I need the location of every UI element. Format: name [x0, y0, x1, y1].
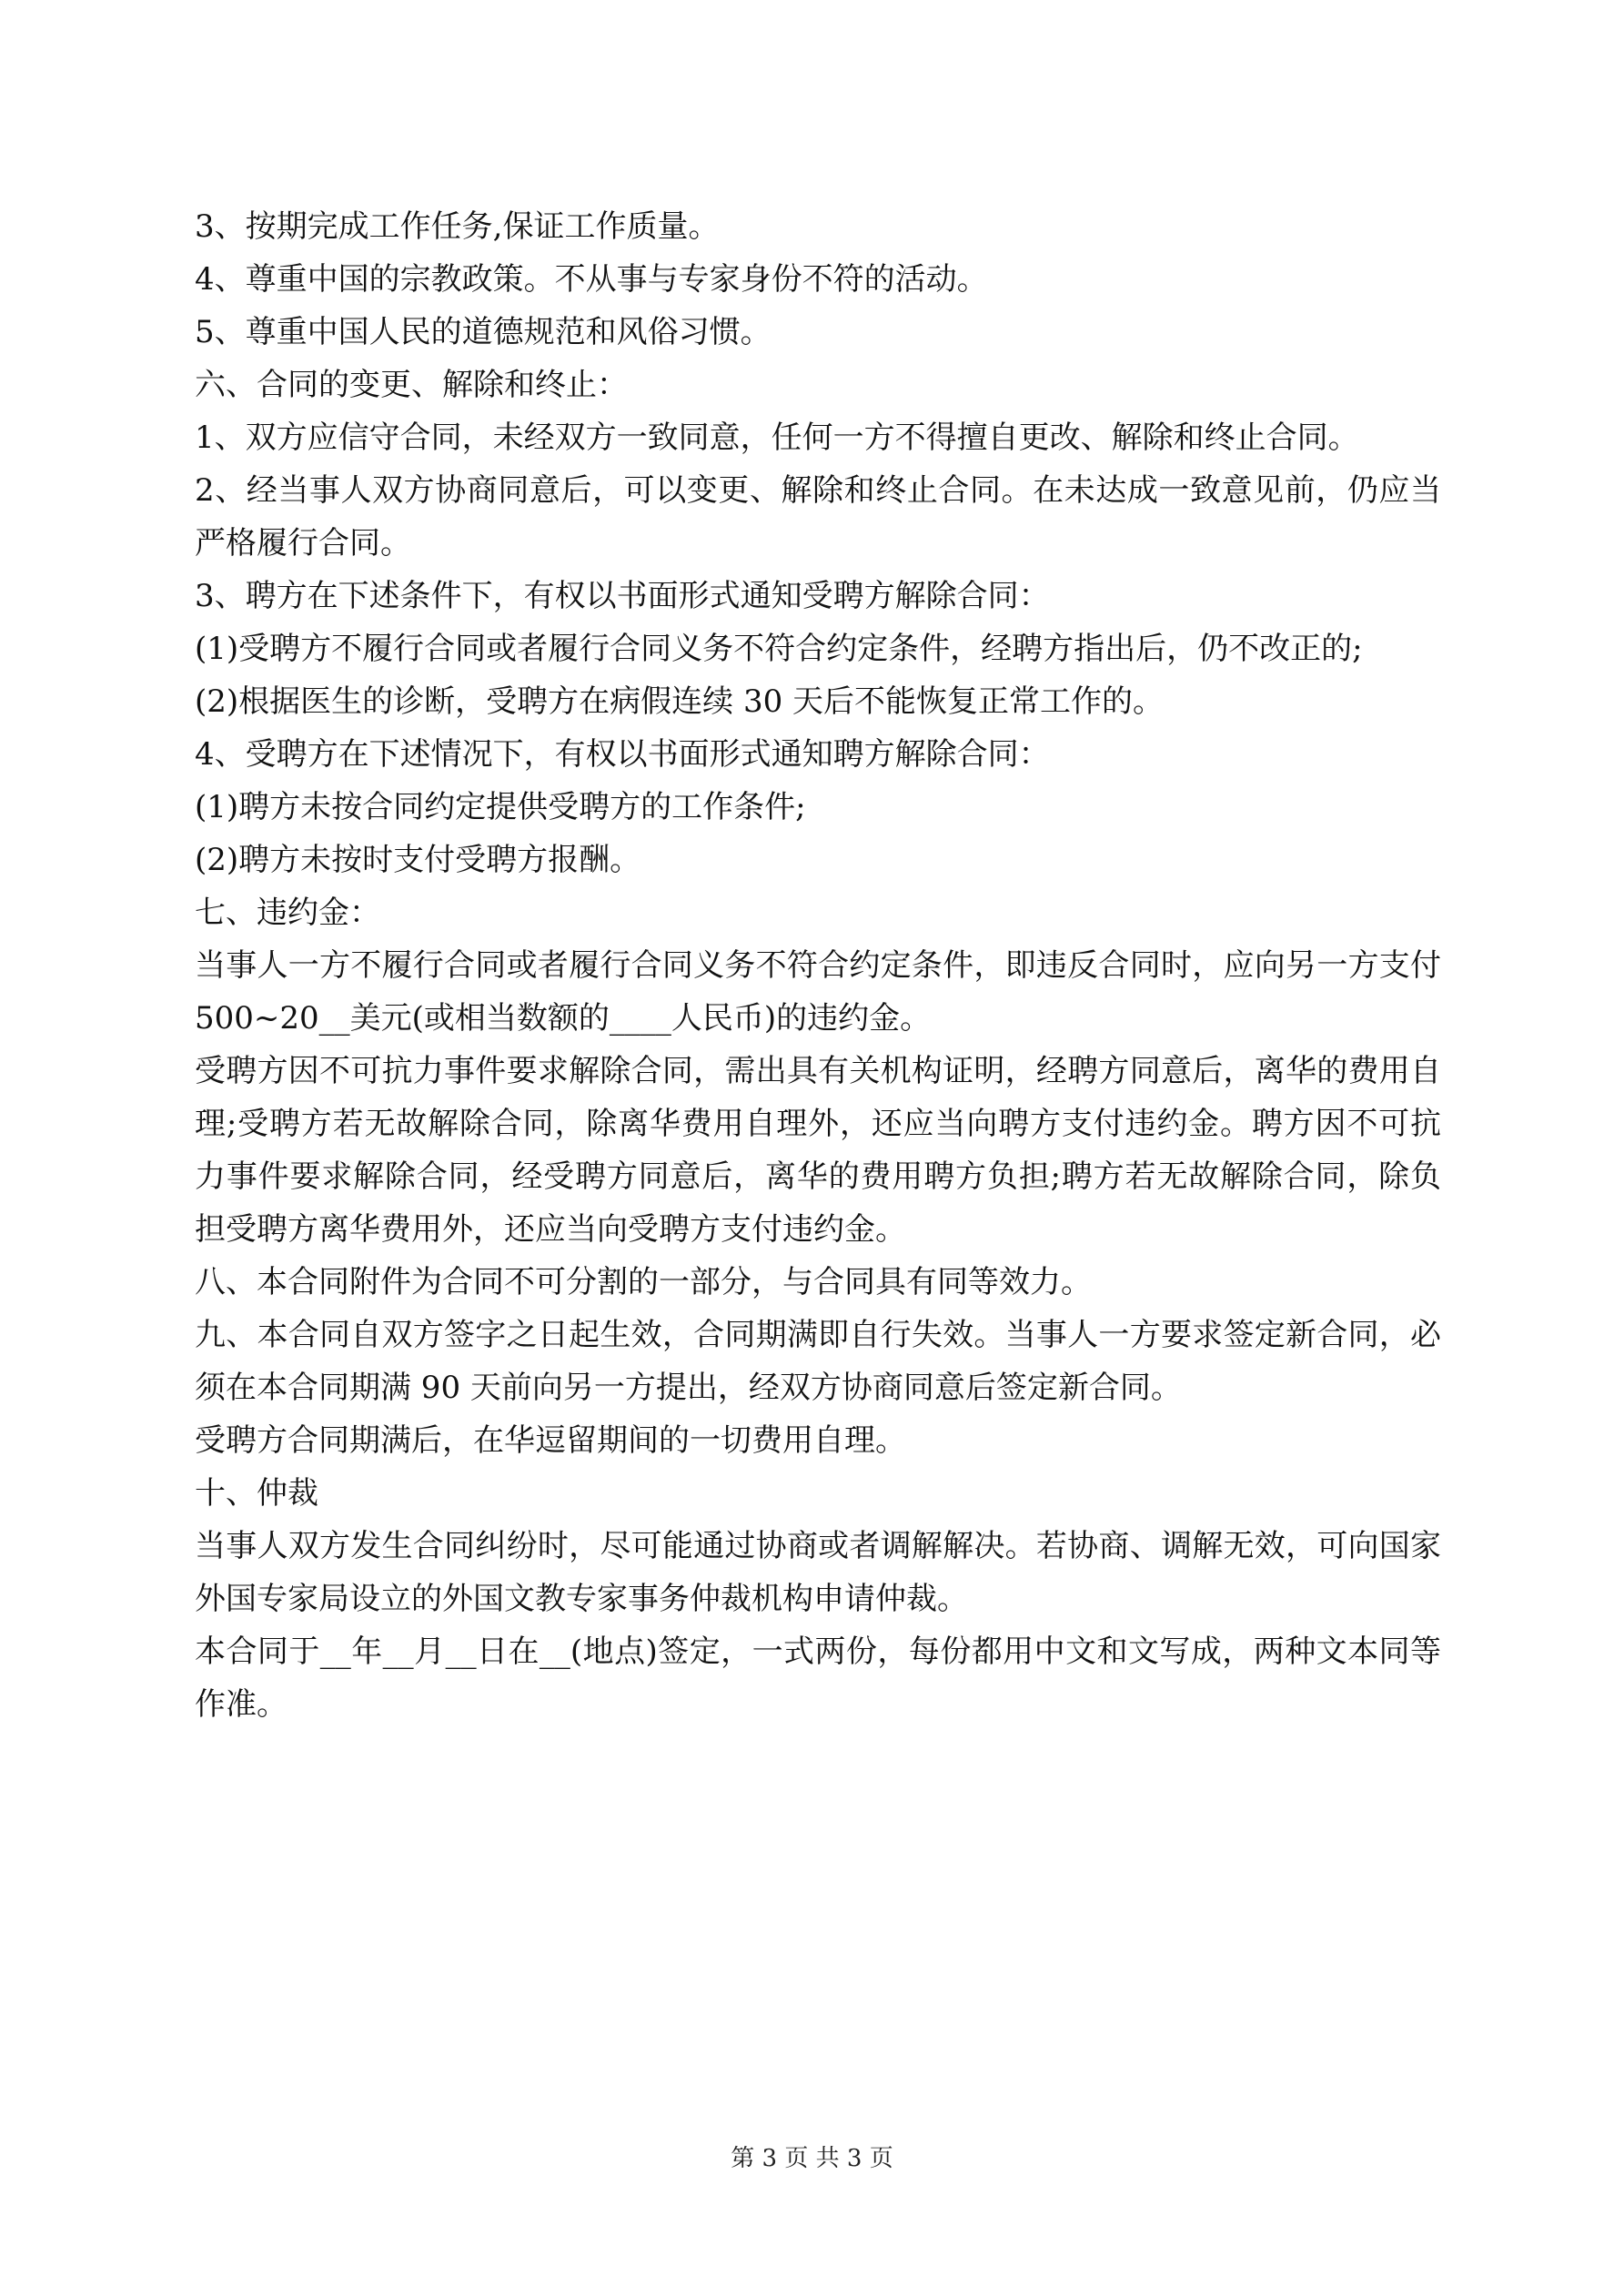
- paragraph-12: (2)聘方未按时支付受聘方报酬。: [195, 842, 641, 878]
- paragraph-3: 5、尊重中国人民的道德规范和风俗习惯。: [195, 314, 772, 350]
- paragraph-11: (1)聘方未按合同约定提供受聘方的工作条件;: [195, 789, 806, 825]
- paragraph-18: 受聘方合同期满后，在华逗留期间的一切费用自理。: [195, 1422, 906, 1459]
- section-heading-10: 十、仲裁: [195, 1475, 318, 1512]
- paragraph-10: 4、受聘方在下述情况下，有权以书面形式通知聘方解除合同：: [195, 736, 1050, 773]
- section-heading-7: 七、违约金：: [195, 895, 380, 931]
- section-heading-9: 九、本合同自双方签字之日起生效，合同期满即自行失效。当事人一方要求签定新合同，必须在本合同期满 90 天前向另一方提出，经双方协商同意后签定新合同。: [195, 1317, 1441, 1406]
- paragraph-6: 2、经当事人双方协商同意后，可以变更、解除和终止合同。在未达成一致意见前，仍应当严格履行合同。: [195, 472, 1441, 561]
- paragraph-8: (1)受聘方不履行合同或者履行合同义务不符合约定条件，经聘方指出后，仍不改正的;: [195, 631, 1363, 667]
- section-heading-8: 八、本合同附件为合同不可分割的一部分，与合同具有同等效力。: [195, 1264, 1092, 1300]
- paragraph-5: 1、双方应信守合同，未经双方一致同意，任何一方不得擅自更改、解除和终止合同。: [195, 420, 1359, 456]
- section-heading-6: 六、合同的变更、解除和终止：: [195, 367, 628, 403]
- paragraph-14: 当事人一方不履行合同或者履行合同义务不符合约定条件，即违反合同时，应向另一方支付 500~20__美元(或相当数额的____人民币)的违约金。: [195, 947, 1451, 1037]
- paragraph-1: 3、按期完成工作任务,保证工作质量。: [195, 208, 720, 245]
- paragraph-9: (2)根据医生的诊断，受聘方在病假连续 30 天后不能恢复正常工作的。: [195, 683, 1165, 720]
- paragraph-7: 3、聘方在下述条件下，有权以书面形式通知受聘方解除合同：: [195, 578, 1050, 614]
- paragraph-2: 4、尊重中国的宗教政策。不从事与专家身份不符的活动。: [195, 261, 988, 298]
- paragraph-20: 当事人双方发生合同纠纷时，尽可能通过协商或者调解解决。若协商、调解无效，可向国家外国专家局设立的外国文教专家事务仲裁机构申请仲裁。: [195, 1528, 1441, 1617]
- paragraph-15: 受聘方因不可抗力事件要求解除合同，需出具有关机构证明，经聘方同意后，离华的费用自理;受聘方若无故解除合同，除离华费用自理外，还应当向聘方支付违约金。聘方因不可抗力事件要求解除合同，经受聘方同意后，离华的费用聘方负担;聘方若无故解除合同，除负担受聘方离华费用外，还应当向受聘方支付违约金。: [195, 1053, 1441, 1248]
- page-footer: [0, 2143, 1624, 2174]
- paragraph-21: 本合同于__年__月__日在__(地点)签定，一式两份，每份都用中文和文写成，两种文本同等作准。: [195, 1633, 1441, 1723]
- document-body: [195, 200, 1451, 1731]
- page-number-label: 第 3 页 共 3 页: [731, 2145, 893, 2172]
